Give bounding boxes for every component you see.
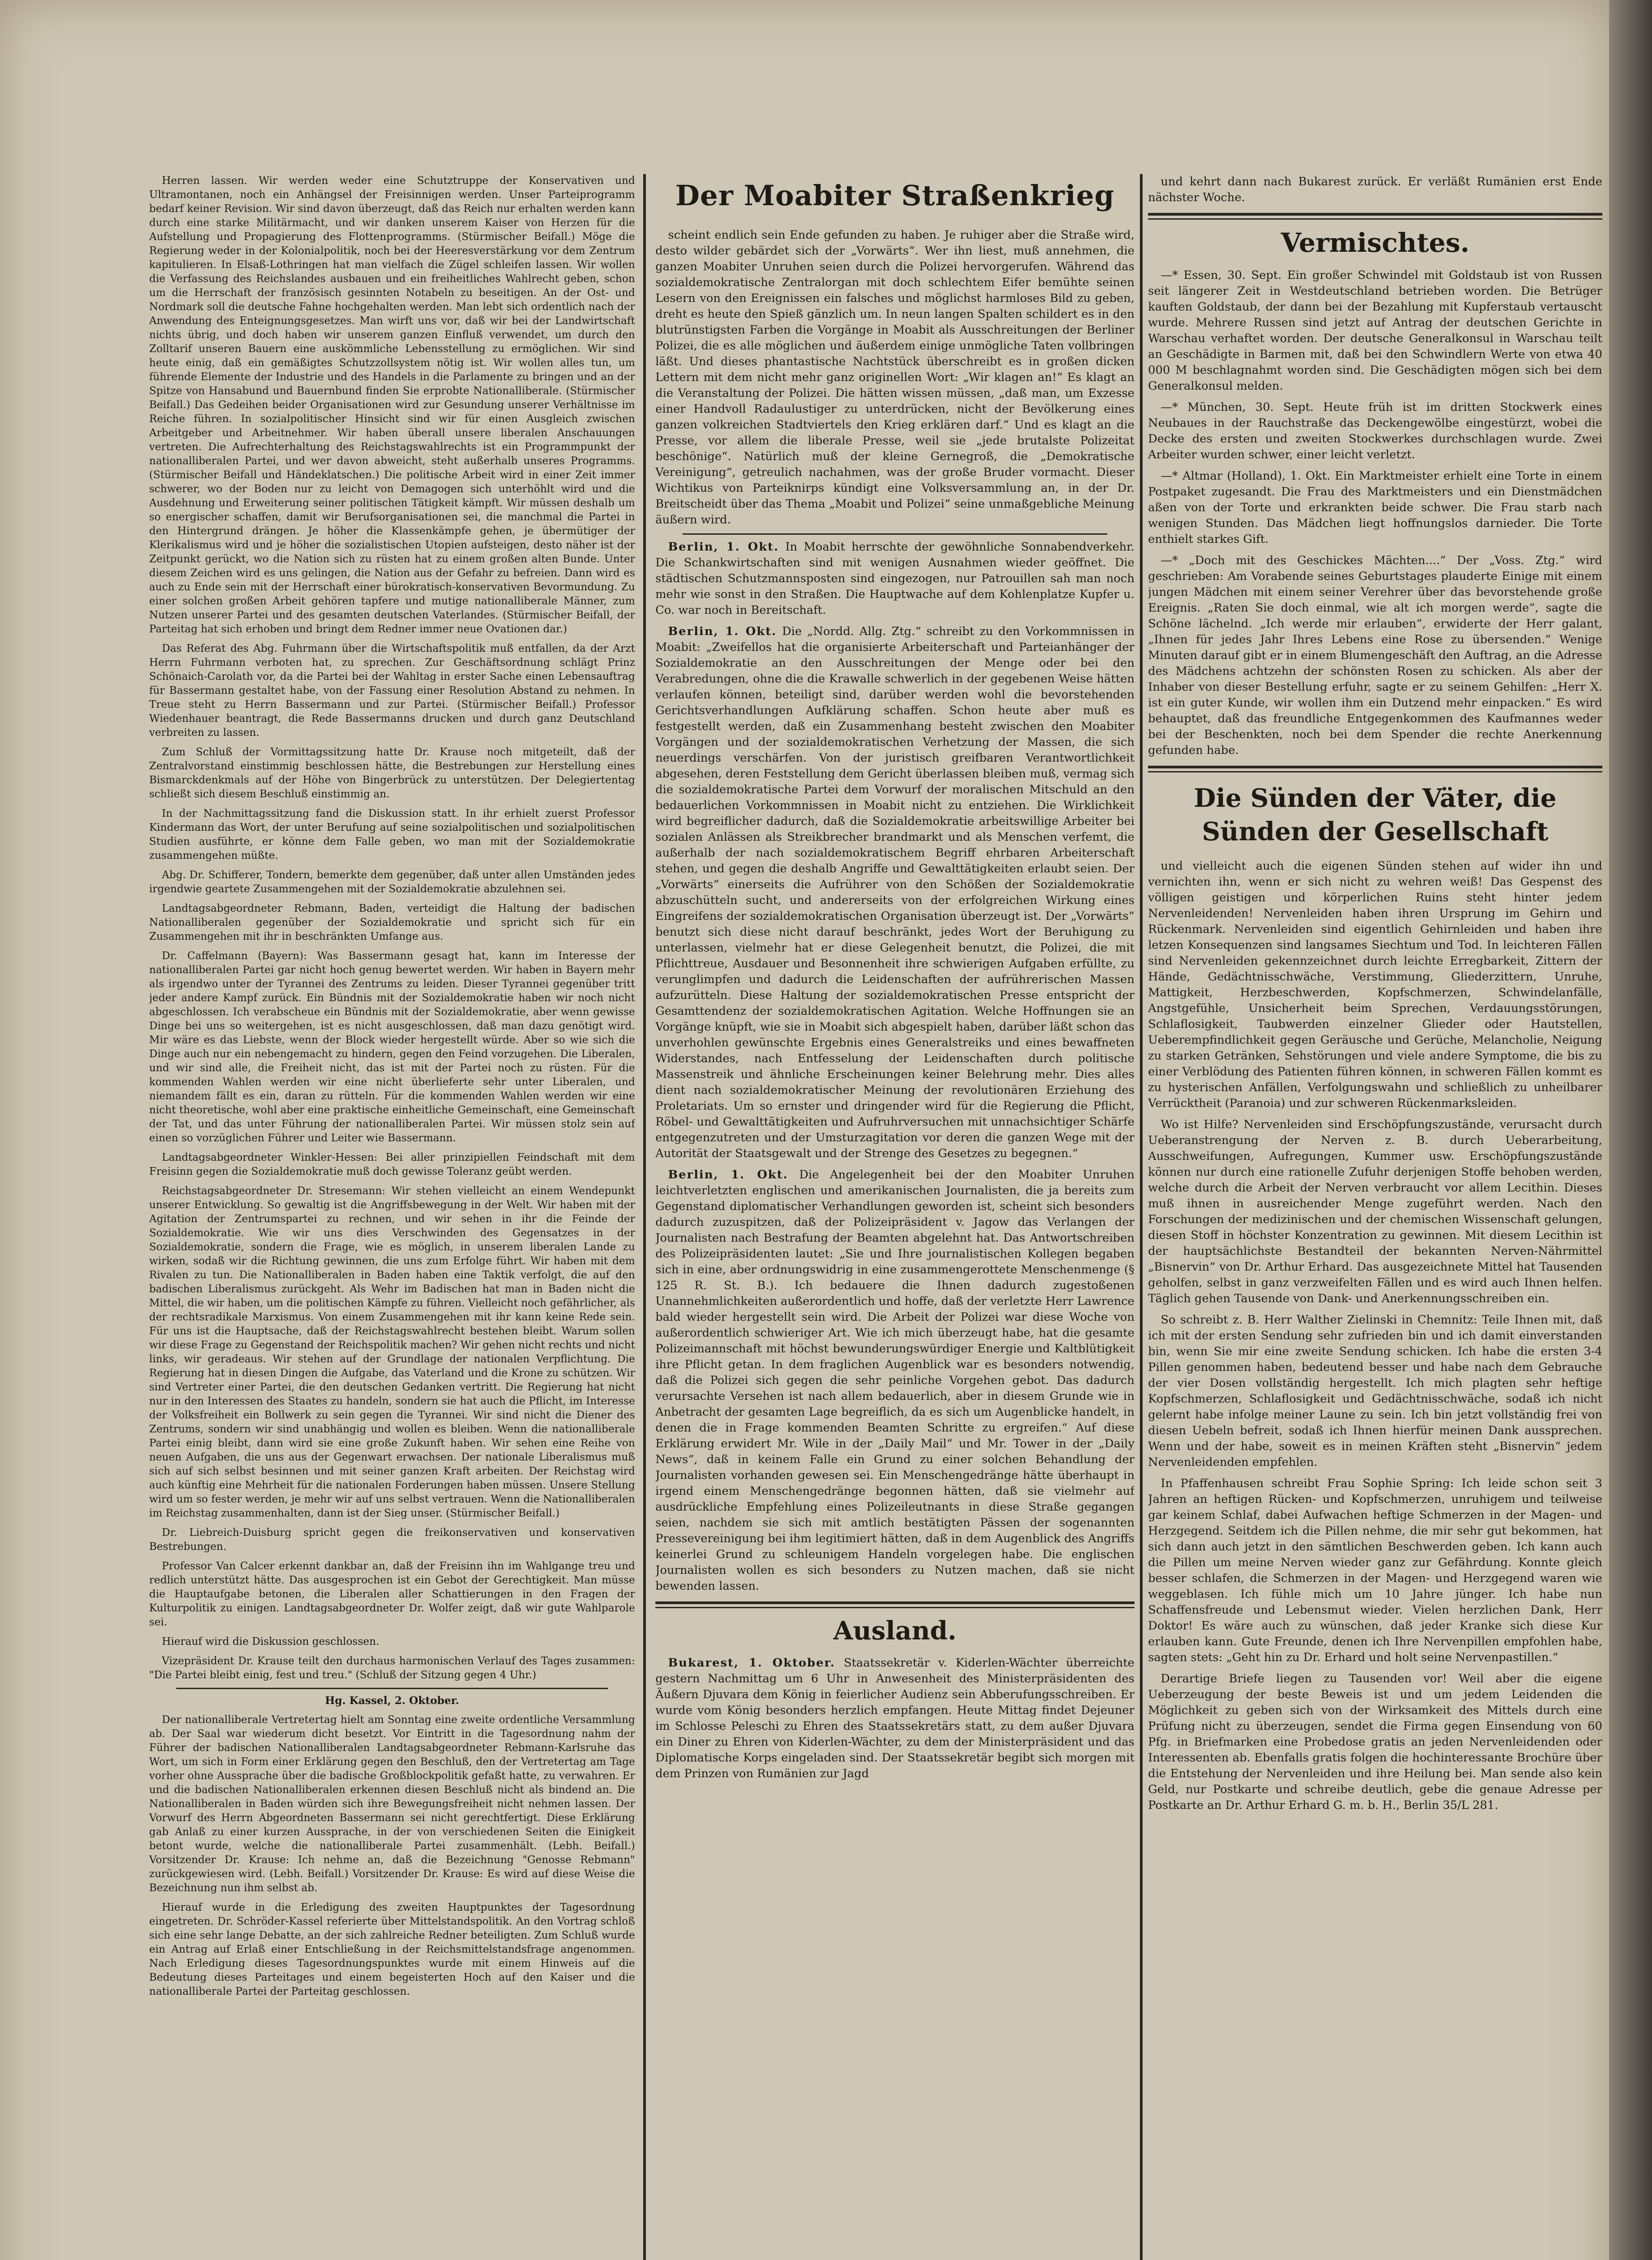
section-heading-vermischtes: Vermischtes. <box>1280 227 1470 258</box>
article-paragraph: Vizepräsident Dr. Krause teilt den durchaus harmonischen Verlauf des Tages zusammen: "Die Partei bleibt einig, fest und treu." (Schluß der Sitzung gegen 4 Uhr.) <box>149 1655 635 1681</box>
article-paragraph <box>655 1167 1134 1594</box>
article-paragraph: Hierauf wurde in die Erledigung des zweiten Hauptpunktes der Tagesordnung eingetreten. Dr. Schröder-Kassel referierte über Mittelstandspolitik. An den Vortrag schloß sich eine sehr lange Debatte, an der sich zahlreiche Redner beteiligten. Zum Schluß wurde ein Antrag auf Erlaß einer Entschließung in der Reichsmittelstandsfrage angenommen. Nach Erledigung dieses Tagesordnungspunktes wurde mit einem Hinweis auf die Bedeutung dieses Parteitages und einem begeisterten Hoch auf den Kaiser und die nationalliberale Partei der Parteitag geschlossen. <box>149 1902 635 1997</box>
paragraph-text: Staatssekretär v. Kiderlen-Wächter überreichte gestern Nachmittag um 6 Uhr in Anwesenheit des Ministerpräsidenten des Äußern Djuvara dem König in feierlicher Audienz sein Abberufungsschreiben. Er wurde vom König besonders herzlich empfangen. Heute Mittag findet Dejeuner im Schlosse Peleschi zu Ehren des Staatssekretärs statt, zu dem außer Djuvara ein Diner zu Ehren von Kiderlen-Wächter, zu dem der Ministerpräsident und das Diplomatische Korps eingeladen sind. Der Staatssekretär begibt sich morgen mit dem Prinzen von Rumänien zur Jagd <box>655 1656 1134 1780</box>
article-paragraph: In der Nachmittagssitzung fand die Diskussion statt. In ihr erhielt zuerst Professor Kindermann das Wort, der unter Berufung auf seine sozialpolitischen und sozialpolitischen Studien ausführte, er könne dem Falle geben, wo man mit der Sozialdemokratie zusammengehen müßte. <box>149 808 635 862</box>
dateline: Bukarest, 1. Oktober. <box>668 1656 835 1670</box>
article-paragraph: scheint endlich sein Ende gefunden zu haben. Je ruhiger aber die Straße wird, desto wilder gebärdet sich der „Vorwärts“. Wer ihn liest, muß annehmen, die ganzen Moabiter Unruhen seien durch die Polizei hervorgerufen. Während das sozialdemokratische Zentralorgan mit doch schlechtem Eifer bemühte seinen Lesern von den Ereignissen ein falsches und möglichst harmloses Bild zu geben, dreht es heute den Spieß gänzlich um. In neun langen Spalten schildert es in den blutrünstigsten Farben die Vorgänge in Moabit als Ausschreitungen der Berliner Polizei, die es alle möglichen und äußerdem einige unmögliche Taten vollbringen läßt. Und dieses phantastische Nachtstück überschreibt es in großen dicken Lettern mit dem nicht mehr ganz originellen Wort: „Wir klagen an!“ Es klagt an die Veranstaltung der Polizei. Die hätten wissen müssen, „daß man, um Exzesse einer Handvoll Radaulustiger zu unterdrücken, nicht der Bevölkerung eines ganzen volkreichen Stadtviertels den Krieg erklären darf.“ Und es klagt an die Presse, vor allem die liberale Presse, weil sie „jede brutalste Polizeitat beschönige“. Natürlich muß der kleine Gernegroß, die „Demokratische Vereinigung“, getreulich nachahmen, was der große Bruder vormacht. Dieser Wichtikus von Parteiknirps kündigt eine Volksversammlung an, in der Dr. Breitscheidt über das Thema „Moabit und Polizei“ seine unmaßgebliche Meinung äußern wird. <box>655 228 1134 527</box>
advertisement-paragraph: und vielleicht auch die eigenen Sünden stehen auf wider ihn und vernichten ihn, wenn er sich nicht zu wehren weiß! Das Gespenst des völligen geistigen und körperlichen Ruins steht hinter jedem Nervenleidenden! Nervenleiden haben ihren Ursprung im Gehirn und Rückenmark. Nervenleiden sind eigentlich Gehirnleiden und haben ihre letzen Konsequenzen sind langsames Siechtum und Tod. In leichteren Fällen sind Nervenleiden gekennzeichnet durch leichte Erregbarkeit, Zittern der Hände, Gedächtnisschwäche, Verstimmung, Gliederzittern, Unruhe, Mattigkeit, Herzbeschwerden, Kopfschmerzen, Schwindelanfälle, Angstgefühle, Unsicherheit beim Sprechen, Verdauungsstörungen, Schlaflosigkeit, Taubwerden einzelner Glieder oder Hautstellen, Ueberempfindlichkeit gegen Geräusche und Gerüche, Melancholie, Neigung zu starken Getränken, Sehstörungen und viele andere Symptome, die bis zu einer Verblödung des Patienten führen können, in schweren Fällen kommt es zu hysterischen Anfällen, Verfolgungswahn und schließlich zu unheilbarer Verrücktheit (Paranoia) und zur schweren Rückenmarksleiden. <box>1148 859 1602 1110</box>
advertisement-paragraph: Derartige Briefe liegen zu Tausenden vor! Weil aber die eigene Ueberzeugung der beste Beweis ist und um jedem Leidenden die Möglichkeit zu geben sich von der Wirksamkeit des Mittels durch eine Prüfung nicht zu überzeugen, sendet die Firma gegen Einsendung von 60 Pfg. in Briefmarken eine Probedose gratis an jeden Nervenleidenden oder Interessenten ab. Ebenfalls gratis folgen die hochinteressante Brochüre über die Entstehung der Nervenleiden und ihre Heilung bei. Man sende also kein Geld, nur Postkarte und schreibe deutlich, gebe die genaue Adresse per Postkarte an Dr. Arthur Erhard G. m. b. H., Berlin 35/L 281. <box>1148 1672 1602 1812</box>
article-paragraph <box>655 539 1134 618</box>
dateline: Hg. Kassel, 2. Oktober. <box>325 1695 459 1707</box>
divider <box>176 1688 608 1689</box>
column-1 <box>149 174 635 2004</box>
dateline: Berlin, 1. Okt. <box>668 625 777 638</box>
article-paragraph: Dr. Caffelmann (Bayern): Was Bassermann gesagt hat, kann im Interesse der nationalliberalen Partei gar nicht hoch genug bewertet werden. Wir haben in Bayern mehr als irgendwo unter der Tyrannei des Zentrums zu leiden. Dieser Tyrannei gegenüber tritt jeder andere Kampf zurück. Ein Bündnis mit der Sozialdemokratie haben wir noch nicht abgeschlossen. Ich verabscheue ein Bündnis mit der Sozialdemokratie, aber wenn gewisse Dinge bei uns so weitergehen, ist es nicht ausgeschlossen, daß man dazu genötigt wird. Mir wäre es das Liebste, wenn der Block wieder hergestellt würde. Aber so wie sich die Dinge auch nur ein nebengemacht zu hindern, gegen den Feind vorzugehen. Die Liberalen, und wir sind alle, die Freiheit nicht, das ist mit der Partei noch zu rüsten. Für die kommenden Wahlen werden wir eine nicht überlieferte sehr unter Liberalen, und niemandem fällt es ein, daran zu rütteln. Für die kommenden Wahlen werden wir eine nicht theoretische, wohl aber eine praktische einheitliche Gemeinschaft, eine Gemeinschaft der Tat, und das unter Führung der nationalliberalen Partei. Wir müssen stolz sein auf einen so vorzüglichen Führer und Leiter wie Bassermann. <box>149 950 635 1144</box>
paragraph-text: In Moabit herrschte der gewöhnliche Sonnabendverkehr. Die Schankwirtschaften sind mit wenigen Ausnahmen wieder geöffnet. Die städtischen Schutzmannsposten sind eingezogen, nur Patrouillen sah man noch mehr wie sonst in den Straßen. Die Hauptwache auf dem Kohlenplatze Kupfer u. Co. war noch in Bereitschaft. <box>655 540 1134 617</box>
article-paragraph: Herren lassen. Wir werden weder eine Schutztruppe der Konservativen und Ultramontanen, noch ein Anhängsel der Freisinnigen werden. Unser Parteiprogramm bedarf keiner Revision. Wir sind davon überzeugt, daß das Reich nur erhalten werden kann durch eine starke Militärmacht, und wir danken unserem Kaiser von Herzen für die Aufstellung und Propagierung des Flottenprogramms. (Stürmischer Beifall.) Möge die Regierung weder in der Kolonialpolitik, noch bei der Heeresverstärkung vor dem Zentrum kapitulieren. In Elsaß-Lothringen hat man vielfach die Zügel schleifen lassen. Wir wollen die Verfassung des Reichslandes ausbauen und ein freiheitliches Wahlrecht geben, schon um die Herrschaft der französisch gesinnten Notabeln zu beseitigen. An der Ost- und Nordmark soll die deutsche Fahne hochgehalten werden. Man lebt sich ordentlich nach der Anwendung des Enteignungsgesetzes. Man wirft uns vor, daß wir bei der Landwirtschaft nichts übrig, und doch haben wir unserem ganzen Einfluß verwendet, um durch den Zolltarif unseren Bauern eine auskömmliche Lebensstellung zu ermöglichen. Wir sind heute einig, daß ein gemäßigtes Schutzzollsystem nötig ist. Wir wollen alles tun, um führende Elemente der Industrie und des Handels in die Parlamente zu bringen und an der Spitze von Hansabund und Bauernbund finden Sie erprobte Nationalliberale. (Stürmischer Beifall.) Das Gedeihen beider Organisationen wird zur Gesundung unserer Verhältnisse im Reiche führen. In sozialpolitischer Hinsicht sind wir für einen Ausgleich zwischen Arbeitgeber und Arbeitnehmer. Wir haben überall unsere liberalen Anschauungen vertreten. Die Aufrechterhaltung des Reichstagswahlrechts ist ein Programmpunkt der nationalliberalen Partei, und wer davon abweicht, steht außerhalb unseres Programms. (Stürmischer Beifall und Händeklatschen.) Die politische Arbeit wird in einer Zeit immer schwerer, wo der Boden nur zu leicht von Demagogen sich unterhöhlt wird und die Ausdehnung und Erweiterung seiner politischen Tätigkeit kämpft. Wir müssen deshalb um so energischer schaffen, damit wir Berufsorganisationen sei, die manchmal die Partei in den Hintergrund drängen. Je höher die Klassenkämpfe gehen, je übermütiger der Klerikalismus wird und je höher die sozialistischen Utopien aufsteigen, desto näher ist der Zeitpunkt gerückt, wo die Nation sich zu rüsten hat zu einem großen alten Bunde. Unter diesem Zeichen wird es uns gelingen, die Nation aus der Gefahr zu befreien. Dann wird es auch zu Ende sein mit der Herrschaft einer bürokratisch-konservativen Bevormundung. Zu einer solchen großen Arbeit gehören tapfere und mutige nationalliberale Männer, zum Nutzen unserer Partei und des gesamten deutschen Vaterlandes. (Stürmischer Beifall, der Parteitag hat sich erhoben und bringt dem Redner immer neue Ovationen dar.) <box>149 175 635 635</box>
news-item: —* Altmar (Holland), 1. Okt. Ein Marktmeister erhielt eine Torte in einem Postpaket zugesandt. Die Frau des Marktmeisters und ein Dienstmädchen aßen von der Torte und erkrankten beide schwer. Die Frau starb nach wenigen Stunden. Das Mädchen liegt hoffnungslos darnieder. Die Torte enthielt starkes Gift. <box>1148 469 1602 546</box>
divider <box>682 533 1107 535</box>
article-paragraph: Der nationalliberale Vertretertag hielt am Sonntag eine zweite ordentliche Versammlung ab. Der Saal war wiederum dicht besetzt. Vor Eintritt in die Tagesordnung nahm der Führer der badischen Nationalliberalen Landtagsabgeordneter Rebmann-Karlsruhe das Wort, um sich in Form einer Erklärung gegen den Beschluß, den der Vertretertag am Tage vorher ohne Aussprache über die badische Großblockpolitik gefaßt hatte, zu verwahren. Er und die badischen Nationalliberalen erkennen diesen Beschluß nicht als bindend an. Die Nationalliberalen in Baden würden sich ihre Bewegungsfreiheit nicht nehmen lassen. Der Vorwurf des Herrn Abgeordneten Bassermann sei nicht gerechtfertigt. Diese Erklärung gab Anlaß zu einer kurzen Aussprache, in der von verschiedenen Seiten die Einigkeit betont wurde, welche die nationalliberale Partei zusammenhält. (Lebh. Beifall.) Vorsitzender Dr. Krause: Ich nehme an, daß die Bezeichnung "Genosse Rebmann" zurückgewiesen wird. (Lebh. Beifall.) Vorsitzender Dr. Krause: Es wird auf diese Weise die Bezeichnung nun ihm selbst ab. <box>149 1714 635 1894</box>
article-paragraph: Das Referat des Abg. Fuhrmann über die Wirtschaftspolitik muß entfallen, da der Arzt Herrn Fuhrmann verboten hat, zu sprechen. Zur Geschäftsordnung schlägt Prinz Schönaich-Carolath vor, da die Partei bei der Wahltag in erster Sache einen Lebensauftrag für Bassermann gestaltet habe, von der Fassung einer Resolution Abstand zu nehmen. In Treue steht zu Herrn Bassermann und zur Partei. (Stürmischer Beifall.) Professor Wiedenhauer beantragt, die Rede Bassermanns drucken und durch ganz Deutschland verbreiten zu lassen. <box>149 643 635 739</box>
article-paragraph: Abg. Dr. Schifferer, Tondern, bemerkte dem gegenüber, daß unter allen Umständen jedes irgendwie geartete Zusammengehen mit der Sozialdemokratie abzulehnen sei. <box>149 869 635 895</box>
section-heading-ausland: Ausland. <box>833 1616 957 1646</box>
page-edge-shadow <box>1609 0 1652 2260</box>
article-paragraph: Hierauf wird die Diskussion geschlossen. <box>162 1636 380 1648</box>
advertisement-paragraph: Wo ist Hilfe? Nervenleiden sind Erschöpfungszustände, verursacht durch Ueberanstrengung der Nerven z. B. durch Ueberarbeitung, Ausschweifungen, Aufregungen, Kummer usw. Erschöpfungszustände können nur durch eine rationelle Zufuhr derjenigen Stoffe behoben werden, welche durch die Arbeit der Nerven verbraucht vor allem Lecithin. Dieses muß ihnen in ausreichender Menge zugeführt werden. Nach den Forschungen der medizinischen und der chemischen Wissenschaft gelungen, diesen Stoff in höchster Konzentration zu gewinnen. Mit diesem Lecithin ist der hauptsächlichste Bestandteil der bekannten Nerven-Nährmittel „Bisnervin“ von Dr. Arthur Erhard. Das ausgezeichnete Mittel hat Tausenden geholfen, selbst in ganz verzweifelten Fällen und es wird auch Ihnen helfen. Täglich gehen Tausende von Dank- und Anerkennungsschreiben ein. <box>1148 1118 1602 1305</box>
advertisement-paragraph: In Pfaffenhausen schreibt Frau Sophie Spring: Ich leide schon seit 3 Jahren an heftigen Rücken- und Kopfschmerzen, unruhigem und teilweise gar keinem Schlaf, dabei Aufwachen heftige Schmerzen in der Magen- und Herzgegend. Seitdem ich die Pillen nehme, die mir sehr gut bekommen, hat sich dann auch jetzt in den sämtlichen Beschwerden geben. Ich kann auch die Pillen um meine Nerven wieder ganz zur Gefährdung. Konnte gleich besser schlafen, die Schmerzen in der Magen- und Herzgegend waren wie weggeblasen. Ich fühle mich um 10 Jahre jünger. Ich habe nun Schaffensfreude und Lebensmut wieder. Vielen herzlichen Dank, Herr Doktor! Es wäre auch zu wünschen, daß jeder Kranke sich diese Kur erlauben kann. Gute Freunde, denen ich Ihre Nervenpillen empfohlen habe, sagten stets: „Geht hin zu Dr. Erhard und holt seine Nervenpastillen.“ <box>1148 1477 1602 1664</box>
column-rule <box>1140 174 1143 2260</box>
article-headline: Der Moabiter Straßenkrieg <box>675 179 1115 212</box>
article-paragraph: und kehrt dann nach Bukarest zurück. Er verläßt Rumänien erst Ende nächster Woche. <box>1148 175 1602 204</box>
article-paragraph <box>655 624 1134 1162</box>
column-2 <box>655 174 1134 1787</box>
column-3 <box>1148 174 1602 1819</box>
paragraph-text: Die „Nordd. Allg. Ztg.“ schreibt zu den Vorkommnissen in Moabit: „Zweifellos hat die organisierte Arbeiterschaft und Parteianhänger der Sozialdemokratie an den Ausschreitungen der Menge oder bei den Verabredungen, ohne die die Krawalle schwerlich in der gegebenen Weise hätten verlaufen können, beteiligt sind, darüber werden wohl die bevorstehenden Gerichtsverhandlungen Aufklärung schaffen. Schon heute aber muß es festgestellt werden, daß ein Zusammenhang besteht zwischen den Moabiter Vorgängen und der sozialdemokratischen Verhetzung der Massen, die sich neuerdings verschärfen. Von der juristisch greifbaren Verantwortlichkeit abgesehen, deren Feststellung dem Gericht überlassen bleiben muß, vermag sich die sozialdemokratische Partei dem Vorwurf der moralischen Mitschuld an den bedauerlichen Vorkommnissen in Moabit nicht zu entziehen. Die Wirklichkeit wird begreiflicher dadurch, daß die Sozialdemokratie arbeitswillige Arbeiter bei sozialen Anlässen als Streikbrecher brandmarkt und als Menschen verfemt, die außerhalb der nach sozialdemokratischem Begriff ehrbaren Arbeiterschaft stehen, und gegen die deshalb Angriffe und Gewalttätigkeiten erlaubt seien. Der „Vorwärts“ einerseits die Aufrührer von den Schößen der Sozialdemokratie abzuschütteln sucht, und andererseits von der erfolgreichen Wirkung eines Eingreifens der sozialdemokratischen Organisation überzeugt ist. Der „Vorwärts“ benutzt sich diese nicht darauf beschränkt, jedes Wort der Beruhigung zu unterlassen, vielmehr hat er diese Gelegenheit benutzt, die Polizei, die mit Pflichttreue, Ausdauer und Besonnenheit ihre schwierigen Aufgaben erfüllte, zu verunglimpfen und dadurch die Leidenschaften der aufrührerischen Massen aufzurütteln. Diese Haltung der sozialdemokratischen Presse entspricht der Gesamttendenz der sozialdemokratischen Agitation. Welche Hoffnungen sie an Vorgänge knüpft, wie sie in Moabit sich abgespielt haben, darüber läßt schon das unverhohlen gewünschte Ergebnis eines Generalstreiks und eines bewaffneten Widerstandes, nach Entfesselung der Leidenschaften durch politische Massenstreik und ähnliche Erscheinungen keiner Belehrung mehr. Dies alles dient nach sozialdemokratischer Meinung der revolutionären Erziehung des Proletariats. Um so ernster und dringender wird für die Regierung die Pflicht, Röbel- und Gewalttätigkeiten und Aufruhrversuchen mit unnachsichtiger Schärfe entgegenzutreten und der Umsturzagitation vor deren die ganzen Wege mit der Autorität der Staatsgewalt und der Strenge des Gesetzes zu begegnen.“ <box>655 625 1134 1160</box>
column-rule <box>643 174 646 2260</box>
dateline: Berlin, 1. Okt. <box>668 540 779 554</box>
news-item: —* München, 30. Sept. Heute früh ist im dritten Stockwerk eines Neubaues in der Rauchstraße das Deckengewölbe eingestürzt, wobei die Decke des ersten und zweiten Stockwerkes durchschlagen wurde. Zwei Arbeiter wurden schwer, einer leicht verletzt. <box>1148 400 1602 461</box>
section-divider <box>655 1601 1134 1608</box>
news-item: —* Essen, 30. Sept. Ein großer Schwindel mit Goldstaub ist von Russen seit längerer Zeit in Westdeutschland betrieben worden. Die Betrüger kauften Goldstaub, der dann bei der Bezahlung mit Kupferstaub vertauscht wurde. Mehrere Russen sind jetzt auf Antrag der deutschen Gerichte in Warschau verhaftet worden. Der deutsche Generalkonsul in Warschau teilt an Geschädigte in Barmen mit, daß bei den Schwindlern Werte von etwa 40 000 M beschlagnahmt worden sind. Die Geschädigten mögen sich bei dem Generalkonsul melden. <box>1148 268 1602 393</box>
advertisement-paragraph: So schreibt z. B. Herr Walther Zielinski in Chemnitz: Teile Ihnen mit, daß ich mit der ersten Sendung sehr zufrieden bin und ich damit einverstanden bin, wenn Sie mir eine zweite Sendung schicken. Ich habe die ersten 3-4 Pillen genommen haben, bedeutend besser und habe nach dem Gebrauche der vier Dosen vollständig hergestellt. Ich mich plagten sehr heftige Kopfschmerzen, Schlaflosigkeit und Gedächtnisschwäche, sodaß ich nicht gelernt habe infolge meiner Laune zu sein. Ich bin jetzt vollständig frei von diesen Uebeln befreit, sodaß ich Ihnen hierfür meinen Dank aussprechen. Wenn und der habe, soweit es in meinen Kräften steht „Bisnervin“ jedem Nervenleidenden empfehlen. <box>1148 1313 1602 1469</box>
news-item: —* „Doch mit des Geschickes Mächten....“ Der „Voss. Ztg.“ wird geschrieben: Am Vorabende seines Geburtstages plauderte Einige mit einem jungen Mädchen mit einem seiner Verehrer über das bevorstehende große Ereignis. „Raten Sie doch einmal, wie alt ich morgen werde“, sagte die Schöne lächelnd. „Ich werde mir erlauben“, erwiderte der Herr galant, „Ihnen für jedes Jahr Ihres Lebens eine Rose zu übersenden.“ Wenige Minuten darauf gibt er in einem Blumengeschäft den Auftrag, an die Adresse des Mädchens achtzehn der schönsten Rosen zu schicken. Als aber der Inhaber von dieser Bestellung erfuhr, sagte er zu seinem Gehilfen: „Herr X. ist ein guter Kunde, wir wollen ihm ein Dutzend mehr einpacken.“ Es wird behauptet, daß das freundliche Entgegenkommen des Kaufmannes weder bei der Beschenkten, noch bei dem Spender die rechte Anerkennung gefunden habe. <box>1148 554 1602 757</box>
article-paragraph: Landtagsabgeordneter Rebmann, Baden, verteidigt die Haltung der badischen Nationalliberalen gegenüber der Sozialdemokratie und spricht sich für ein Zusammengehen mit ihr in beschränkten Umfange aus. <box>149 903 635 942</box>
section-divider <box>1148 766 1602 772</box>
advertisement-headline: Die Sünden der Väter, die Sünden der Gesellschaft <box>1194 783 1557 847</box>
section-divider <box>1148 213 1602 220</box>
article-paragraph: Zum Schluß der Vormittagssitzung hatte Dr. Krause noch mitgeteilt, daß der Zentralvorstand einstimmig beschlossen hätte, die Bestrebungen zur Herstellung eines Bismarckdenkmals auf der Höhe von Bingerbrück zu unterstützen. Der Delegiertentag schließt sich diesem Beschluß einstimmig an. <box>149 746 635 800</box>
dateline: Berlin, 1. Okt. <box>668 1168 788 1182</box>
article-paragraph: Dr. Liebreich-Duisburg spricht gegen die freikonservativen und konservativen Bestrebungen. <box>149 1527 635 1553</box>
article-paragraph <box>655 1655 1134 1782</box>
article-paragraph: Professor Van Calcer erkennt dankbar an, daß der Freisinn ihn im Wahlgange treu und redlich unterstützt hätte. Das ausgesprochen ist ein Gebot der Gerechtigkeit. Man müsse die Hauptaufgabe betonen, die Liberalen aller Schattierungen in den Fragen der Kulturpolitik zu einigen. Landtagsabgeordneter Dr. Wolfer zeigt, daß wir gute Wahlparole sei. <box>149 1560 635 1628</box>
paragraph-text: Die Angelegenheit bei der den Moabiter Unruhen leichtverletzten englischen und amerikanischen Journalisten, die ja bereits zum Gegenstand diplomatischer Verhandlungen geworden ist, scheint sich besonders dadurch zuzuspitzen, daß der Polizeipräsident v. Jagow das Verlangen der Journalisten nach Bestrafung der Beamten abgelehnt hat. Das Antwortschreiben des Polizeipräsidenten lautet: „Sie und Ihre journalistischen Kollegen begaben sich in eine, aber ordnungswidrig in eine zusammengerottete Menschenmenge (§ 125 R. St. B.). Ich bedauere die Ihnen dadurch zugestoßenen Unannehmlichkeiten außerordentlich und hoffe, daß der verletzte Herr Lawrence bald wieder hergestellt sein wird. Die Arbeit der Polizei war diese Woche von außerordentlich schwieriger Art. Wie ich mich überzeugt habe, hat die gesamte Polizeimannschaft mit höchst bewunderungswürdiger Energie und Kaltblütigkeit ihre Pflicht getan. In dem fraglichen Augenblick war es besonders notwendig, daß die Polizei sich gegen die sehr peinliche Vorgehen gebot. Das dadurch verursachte Versehen ist nach allem bedauerlich, aber in diesem Grunde wie in Anbetracht der gesamten Lage begreiflich, da es sich um Augenblicke handelt, in denen die in Frage kommenden Beamten Schritte zu ergreifen.“ Auf diese Erklärung erwidert Mr. Wile in der „Daily Mail“ und Mr. Tower in der „Daily News“, daß in keinem Falle ein Grund zu einer solchen Behandlung der Journalisten vorhanden gewesen sei. Ein Menschengedränge hätte überhaupt in irgend einem Menschengedränge begonnen hätten, daß sie vielmehr auf ausdrückliche Empfehlung eines Polizeileutnants in diese Straße gegangen seien, nachdem sie sich mit amtlich bestätigten Pässen der sogenannten Pressevereinigung bei ihm legitimiert hätten, daß in dem Augenblick des Angriffs keinerlei Grund zu schleunigem Handeln vorgelegen habe. Die englischen Journalisten wollen es sich besonders zu Nutzen machen, daß sie nicht bewenden lassen. <box>655 1168 1134 1593</box>
article-paragraph: Reichstagsabgeordneter Dr. Stresemann: Wir stehen vielleicht an einem Wendepunkt unserer Entwicklung. So gewaltig ist die Angriffsbewegung in der Welt. Wir haben mit der Agitation der Zentrumspartei zu rechnen, und wir sehen in ihr die Feinde der Sozialdemokratie. Wie wir uns dies Verschwinden des Gegensatzes in der Sozialdemokratie, sondern die Frage, wie es möglich, in unserem liberalen Lande zu wirken, sodaß wir die Richtung gewinnen, die uns zum Erfolge führt. Wir haben mit dem Rivalen zu tun. Die Nationalliberalen in Baden haben eine Taktik verfolgt, die auf den badischen Liberalismus zurückgeht. Als Wehr im Badischen hat man in Baden nicht die Mittel, die wir haben, um die politischen Kämpfe zu führen. Vielleicht noch gefährlicher, als der rechtsradikale Marxismus. Von einem Zusammengehen mit ihr kann keine Rede sein. Für uns ist die Hauptsache, daß der Reichstagswahlrecht bestehen bleibt. Warum sollen wir diese Frage zu Gegenstand der Reichspolitik machen? Wir gehen nicht rechts und nicht links, wir geradeaus. Wir stehen auf der Grundlage der nationalen Verpflichtung. Die Regierung hat in diesen Dingen die Aufgabe, das Vaterland und die Krone zu schützen. Wir sind Vertreter einer Partei, die den deutschen Gedanken vertritt. Die Regierung hat nicht nur in den Interessen des Staates zu handeln, sondern sie hat auch die Pflicht, im Interesse der Volksfreiheit ein Bollwerk zu sein gegen die Tyrannei. Wir sind nicht die Diener des Zentrums, sondern wir sind unabhängig und wollen es bleiben. Wenn die nationalliberale Partei einig bleibt, dann wird sie eine große Zukunft haben. Wir sehen eine Reihe von neuen Aufgaben, die uns aus der Gegenwart erwachsen. Der nationale Liberalismus muß sich auf sich selbst besinnen und mit seiner ganzen Kraft arbeiten. Der Reichstag wird auch künftig eine Mehrheit für die nationalen Forderungen haben müssen. Unsere Stellung wird um so fester werden, je mehr wir auf uns selbst vertrauen. Wenn die Nationalliberalen im Reichstag zusammenhalten, dann ist der Sieg unser. (Stürmischer Beifall.) <box>149 1185 635 1519</box>
article-paragraph: Landtagsabgeordneter Winkler-Hessen: Bei aller prinzipiellen Feindschaft mit dem Freisinn gegen die Sozialdemokratie muß doch gewisse Toleranz geübt werden. <box>149 1152 635 1177</box>
